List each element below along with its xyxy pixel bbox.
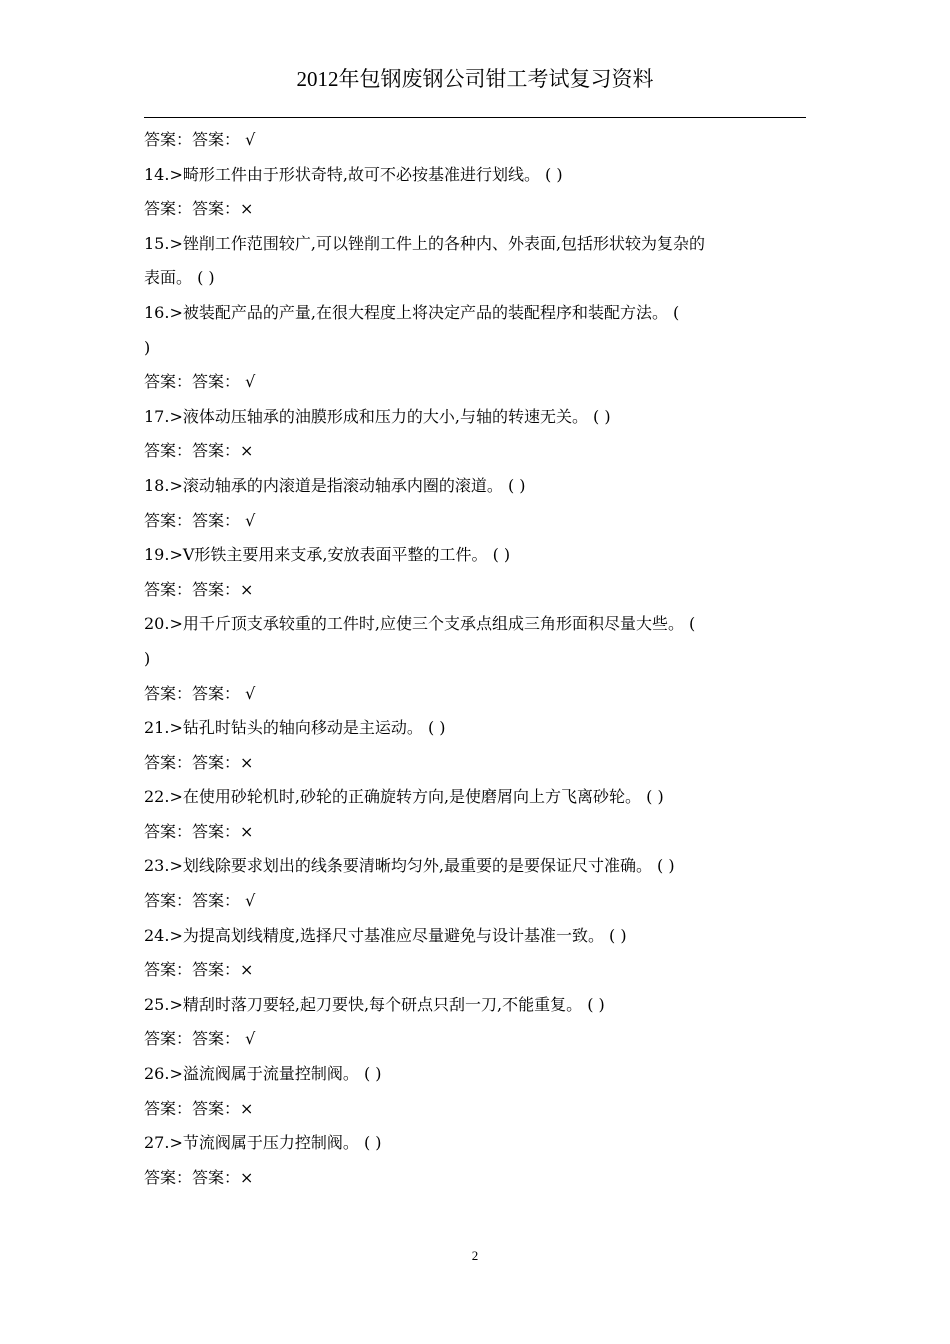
question-line: 14.>畸形工件由于形状奇特,故可不必按基准进行划线。 ( )	[144, 164, 563, 184]
question-line: 22.>在使用砂轮机时,砂轮的正确旋转方向,是使磨屑向上方飞离砂轮。 ( )	[144, 787, 664, 807]
question-line-continuation: 表面。 ( )	[144, 268, 215, 288]
question-line: 18.>滚动轴承的内滚道是指滚动轴承内圈的滚道。 ( )	[144, 475, 526, 495]
answer-line: 答案：答案： √	[144, 683, 256, 703]
question-line: 25.>精刮时落刀要轻,起刀要快,每个研点只刮一刀,不能重复。 ( )	[144, 994, 605, 1014]
answer-line: 答案：答案：×	[144, 1098, 254, 1118]
answer-line: 答案：答案： √	[144, 1029, 256, 1049]
question-line: 27.>节流阀属于压力控制阀。 ( )	[144, 1133, 382, 1153]
question-line: 23.>划线除要求划出的线条要清晰均匀外,最重要的是要保证尺寸准确。 ( )	[144, 856, 675, 876]
question-line: 19.>V形铁主要用来支承,安放表面平整的工件。 ( )	[144, 545, 511, 565]
question-line: 15.>锉削工作范围较广,可以锉削工件上的各种内、外表面,包括形状较为复杂的	[144, 233, 706, 253]
answer-line: 答案：答案： √	[144, 372, 256, 392]
question-line: 16.>被装配产品的产量,在很大程度上将决定产品的装配程序和装配方法。 (	[144, 302, 680, 322]
question-line-continuation: )	[144, 337, 151, 357]
answer-line: 答案：答案：×	[144, 199, 254, 219]
document-body	[144, 123, 808, 1195]
answer-line: 答案：答案：×	[144, 1167, 254, 1187]
question-line: 20.>用千斤顶支承较重的工件时,应使三个支承点组成三角形面积尽量大些。 (	[144, 614, 696, 634]
question-line: 17.>液体动压轴承的油膜形成和压力的大小,与轴的转速无关。 ( )	[144, 406, 611, 426]
answer-line: 答案：答案：×	[144, 752, 254, 772]
question-line: 24.>为提高划线精度,选择尺寸基准应尽量避免与设计基准一致。 ( )	[144, 925, 627, 945]
answer-line: 答案：答案： √	[144, 510, 256, 530]
answer-line: 答案：答案： √	[144, 130, 256, 149]
question-line-continuation: )	[144, 648, 151, 668]
answer-line: 答案：答案：×	[144, 821, 254, 841]
page-header-title: 2012年包钢废钢公司钳工考试复习资料	[296, 67, 654, 91]
answer-line: 答案：答案：×	[144, 441, 254, 461]
answer-line: 答案：答案：×	[144, 960, 254, 980]
answer-line: 答案：答案： √	[144, 891, 256, 911]
header-rule	[144, 117, 806, 118]
page-number: 2	[471, 1248, 479, 1263]
question-line: 26.>溢流阀属于流量控制阀。 ( )	[144, 1064, 382, 1084]
question-line: 21.>钻孔时钻头的轴向移动是主运动。 ( )	[144, 718, 446, 738]
answer-line: 答案：答案：×	[144, 579, 254, 599]
